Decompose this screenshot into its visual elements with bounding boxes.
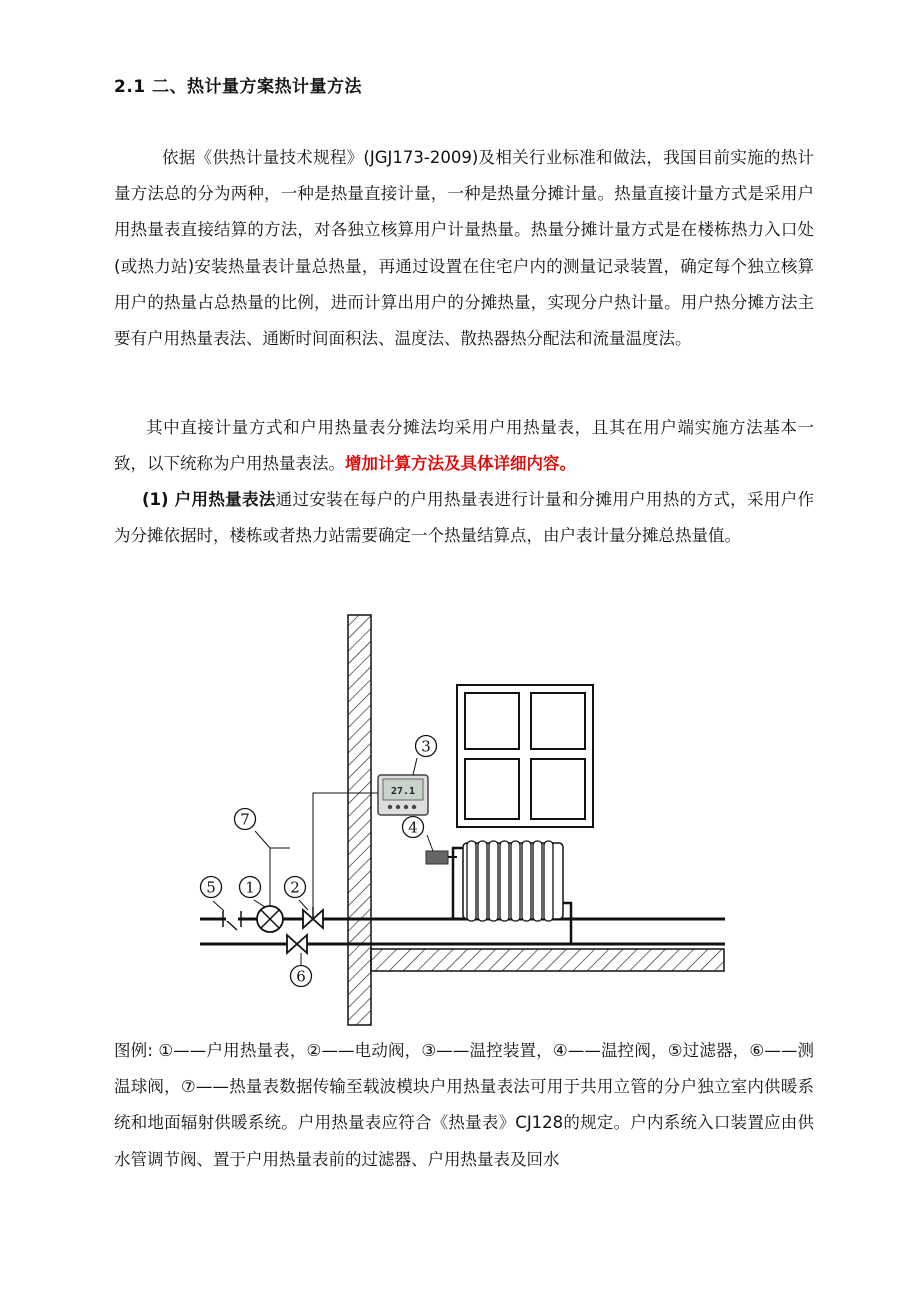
svg-text:2: 2 [290,878,300,897]
thermostat-display: 27.1 [390,786,416,797]
label-6 [291,966,312,987]
paragraph-text: 其中直接计量方式和户用热量表分摊法均采用户用热量表，且其在用户端实施方法基本一致，以下统称为户用热量表法。 [114,418,814,474]
paragraph-direct-metering [114,410,814,482]
paragraph-legend: 图例: ①——户用热量表，②——电动阀，③——温控装置，④——温控阀，⑤过滤器，⑥——测温球阀，⑦——热量表数据传输至载波模块户用热量表法可用于共用立管的分户独立室内供暖系统和地面辐射供暖系统。户用热量表应符合《热量表》CJ128的规定。户内系统入口装置应由供水管调节阀、置于户用热量表前的过滤器、户用热量表及回水 [114,1041,814,1169]
paragraph-household-meter-method [114,482,814,554]
thermostat-icon [378,775,428,815]
section-heading: 2.1 二、热计量方案热计量方法 [114,77,363,97]
svg-text:7: 7 [240,810,250,829]
label-7 [235,809,256,830]
heat-metering-diagram [195,613,735,1028]
radiator-icon [463,841,563,921]
wall [348,615,371,1025]
svg-text:1: 1 [245,878,255,897]
label-1 [240,877,261,898]
svg-text:6: 6 [296,967,306,986]
floor-slab [371,949,724,971]
heat-meter-icon [257,906,283,932]
electric-valve-icon [303,907,323,928]
temperature-ball-valve-icon [287,935,307,953]
item-number: (1) [142,490,175,509]
svg-text:5: 5 [206,878,216,897]
label-2 [285,877,306,898]
label-5 [201,877,222,898]
svg-text:4: 4 [408,818,418,837]
method-name: 户用热量表法 [174,490,276,509]
paragraph-methods-overview: 依据《供热计量技术规程》(JGJ173-2009)及相关行业标准和做法，我国目前实施的热计量方法总的分为两种，一种是热量直接计量，一种是热量分摊计量。热量直接计量方式是采用户用热量表直接结算的方法，对各独立核算用户计量热量。热量分摊计量方式是在楼栋热力入口处(或热力站)安装热量表计量总热量，再通过设置在住宅户内的测量记录装置，确定每个独立核算用户的热量占总热量的比例，进而计算出用户的分摊热量，实现分户热计量。用户热分摊方法主要有户用热量表法、通断时间面积法、温度法、散热器热分配法和流量温度法。 [114,148,814,349]
label-3 [416,736,437,757]
label-4 [403,817,424,838]
window-icon [457,685,593,827]
svg-text:3: 3 [421,737,431,756]
red-note: 增加计算方法及具体详细内容。 [345,454,576,474]
method-description: 通过安装在每户的户用热量表进行计量和分摊用户用热的方式，采用户作为分摊依据时，楼栋或者热力站需要确定一个热量结算点，由户表计量分摊总热量值。 [114,490,815,546]
thermostatic-valve-icon [426,851,448,864]
